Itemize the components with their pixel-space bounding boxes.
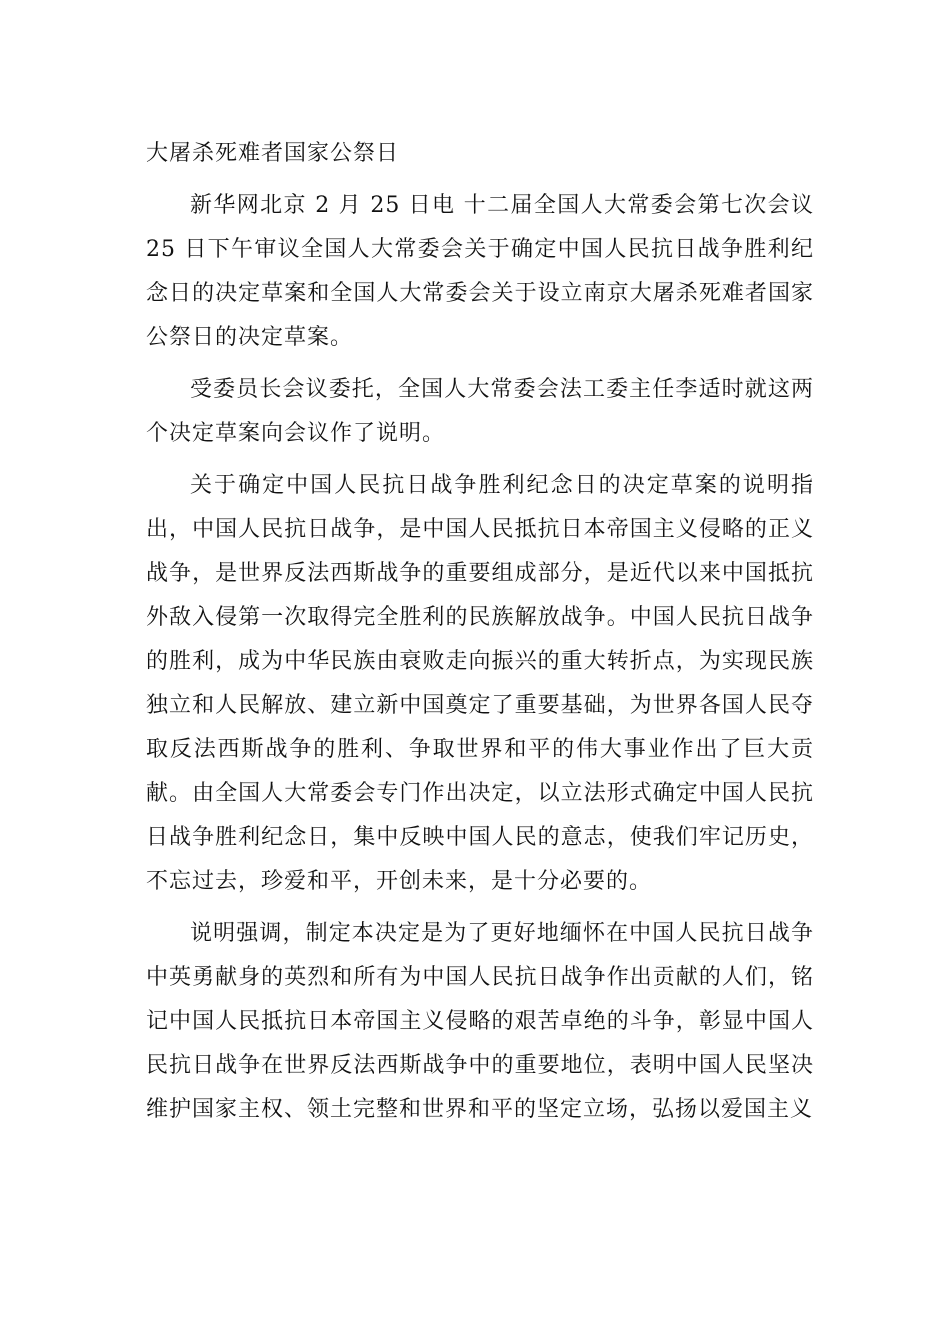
paragraph-3: 关于确定中国人民抗日战争胜利纪念日的决定草案的说明指出，中国人民抗日战争，是中国人民抵抗日本帝国主义侵略的正义战争，是世界反法西斯战争的重要组成部分，是近代以来中国抵抗外敌入侵第一次取得完全胜利的民族解放战争。中国人民抗日战争的胜利，成为中华民族由衰败走向振兴的重大转折点，为实现民族独立和人民解放、建立新中国奠定了重要基础，为世界各国人民夺取反法西斯战争的胜利、争取世界和平的伟大事业作出了巨大贡献。由全国人大常委会专门作出决定，以立法形式确定中国人民抗日战争胜利纪念日，集中反映中国人民的意志，使我们牢记历史，不忘过去，珍爱和平，开创未来，是十分必要的。 xyxy=(146,473,814,894)
paragraph-4: 说明强调，制定本决定是为了更好地缅怀在中国人民抗日战争中英勇献身的英烈和所有为中国人民抗日战争作出贡献的人们，铭记中国人民抵抗日本帝国主义侵略的艰苦卓绝的斗争，彰显中国人民抗日战争在世界反法西斯战争中的重要地位，表明中国人民坚决维护国家主权、领土完整和世界和平的坚定立场，弘扬以爱国主义 xyxy=(146,921,814,1122)
document-title: 大屠杀死难者国家公祭日 xyxy=(146,141,400,166)
document-body xyxy=(146,132,814,1140)
paragraph-2: 受委员长会议委托，全国人大常委会法工委主任李适时就这两个决定草案向会议作了说明。 xyxy=(146,377,814,446)
paragraph-1: 新华网北京 2 月 25 日电 十二届全国人大常委会第七次会议 25 日下午审议全国人大常委会关于确定中国人民抗日战争胜利纪念日的决定草案和全国人大常委会关于设立南京大屠杀死难者国家公祭日的决定草案。 xyxy=(146,193,814,350)
